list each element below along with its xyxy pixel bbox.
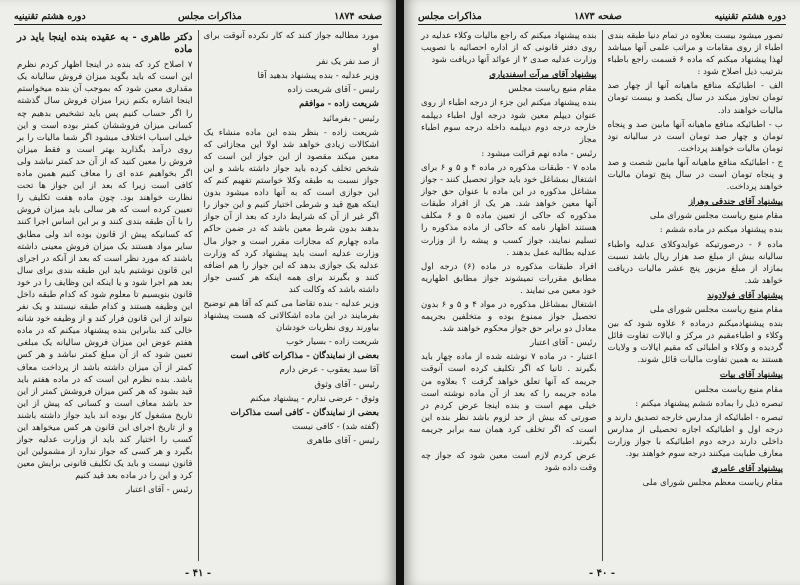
paragraph: رئیس - بفرمائید xyxy=(322,113,379,124)
paragraph: ۷ اصلاح کرد که بنده در اینجا اظهار کردم نظرم این است که باید بگوید میزان فروش سالیانه یک مقداری معین شود که بموجب آن بنده میخواستم اینجا اشاره بکنم زیرا میزان فروش سال گذشته را اگر حساب کنیم پس باید تشخیص بدهیم چه کسانی میزان فروششان کمتر بوده است و این خیلی اسباب اختلاف میشود اگر شما مالیات را بر روی درآمد بگذارید بهتر است و فقط میزان فروش را معین کنید که از آن حد کمتر نباشد ولی اگر بخواهیم عده ای را معاف کنیم همین ماده کافی است زیرا که بعد از این جواز ها تحت نظارت خواهند بود. چون ماده هفت تکلیف را تعیین کرده است که هر سالی باید میزان فروش را با آن طبقه بندی کنند و بر این اساس اجرا کنند که کسانیکه پیش از قانون بوده اند ولی مطابق سایر مواد هستند یک میزان فروش معینی داشته باشند که مورد نظر است که بعد از آنکه در اجرای این قانون نوشتیم باید این طبقه بندی برای سال بعد هم اجرا شود و یا اینکه این وظایف را در خود قانون بنویسیم تا معلوم شود که کدام طبقه داخل این وظیفه هستند و کدام طبقه نیستند و یک نفر نتواند از این قانون فرار کند و از وظیفه خود شانه خالی کند بنابراین بنده پیشنهاد میکنم که در ماده هفتم عوض این میزان فروش سالیانه یک مبلغی تعیین شود که از آن مبلغ کمتر نباشد و هر کس کمتر از آن میزان داشته باشد از پرداخت معاف باشد. بنده نظرم این است که در ماده هفتم باید قید بشود که هر کس میزان فروشش کمتر از این حد باشد معاف است و کسانی که پیش از این تاریخ مشغول کار بوده اند باید جواز داشته باشند و از تاریخ اجرای این قانون هر کس میخواهد این کسب را اختیار کند باید از وزارت عدلیه جواز بگیرد و هر کسی که جواز ندارد از مشمولین این قانون نیست و باید یک تکلیف قانونی برایش معین کرد و این را در ماده بعد قید کنیم xyxy=(17,60,193,482)
paragraph: مقام منیع ریاست مجلس شورای ملی xyxy=(649,211,783,222)
paragraph: ب - اطبائیکه منافع ماهیانه آنها مابین صد و پنجاه تومان و چهار صد تومان است در سالیانه نود تومان مالیات خواهند پرداخت. xyxy=(607,119,783,154)
paragraph: رئیس - آقای طاهری xyxy=(306,435,379,446)
paragraph: بعضی از نمایندگان - کافی است مذاکرات xyxy=(230,407,379,418)
left-page-column-left xyxy=(12,30,199,561)
paragraph: مقام منیع ریاست مجلس xyxy=(508,84,597,95)
paragraph: رئیس - ماده نهم قرائت میشود : xyxy=(481,148,597,159)
paragraph: رئیس - آقای وثوق xyxy=(314,379,379,390)
paragraph: شریعت زاده - موافقم xyxy=(299,99,379,110)
paragraph: مقام ریاست معظم مجلس شورای ملی xyxy=(642,478,783,489)
right-page-header xyxy=(418,8,786,25)
left-header-title: مذاکرات مجلس xyxy=(178,10,242,22)
paragraph: پیشنهاد آقای بیات xyxy=(719,370,783,381)
right-page xyxy=(404,0,800,585)
paragraph: اشتغال بمشاغل مذکوره در مواد ۴ و ۵ و ۶ بدون تحصیل جواز ممنوع بوده و متخلفین بجریمه معادل دو برابر حق جواز محکوم خواهند شد. xyxy=(421,299,597,335)
paragraph: ج - اطبائیکه منافع ماهیانه آنها مابین شصت و صد و پنجاه تومان است در سال پنج تومان مالیات خواهند پرداخت. xyxy=(607,157,783,193)
paragraph: افراد طبقات مذکوره در ماده (۶) درجه اول مطابق مقررات نمیشوند جواز مطابق اظهاریه خود معین می نمایند . xyxy=(421,261,597,296)
left-page-footer-number: - ۴۱ - xyxy=(184,568,212,579)
left-page-header xyxy=(14,8,382,25)
paragraph: وثوق - عرضی ندارم - پیشنهاد میکنم xyxy=(250,393,379,404)
paragraph: وزیر عدلیه - بنده تقاضا می کنم که آقا هم توضیح بفرمایند در این ماده اشکالاتی که هست پیشنهاد بیاورند روی نظریات خودشان xyxy=(203,298,379,334)
paragraph: رئیس - آقای شریعت زاده xyxy=(287,85,379,96)
paragraph: عرض کردم لازم است معین شود که جواز چه وقت داده شود xyxy=(421,451,597,474)
paragraph: بنده پیشنهادمیکنم درماده ۶ علاوه شود که بین وکلاء و اطباءمقیم در مرکز و ایالات تفاوت قائل گردیده و وکلاء و اطبائی که مقیم ایالات و ولایات هستند به همین تفاوت مالیات قائل شوند. xyxy=(607,319,783,366)
paragraph: پیشنهاد آقای فولادوند xyxy=(707,290,783,301)
paragraph: شریعت زاده - بنظر بنده این ماده منشاء یک اشکالات زیادی خواهد شد اولا این مجازاتی که معین میکند مقصود از این جواز این است که شخص تخلف کرده باید جواز داشته باشد و این جواز نسبت به طبقه وکلا خواستم تفهیم کنم که این جوازی است که به آنها داده میشود بدون اینکه هیچ قید و شرطی اختیار کنیم و این جواز را اگر غیر از آن که شرایط دارد که بعد از آن جواز بدهند بدون شرط معین باشد که در ضمن حاکم ماده چهارم که مجازات مقرر است و جواز مال وزارت عدلیه است باید پیشنهاد کرد که وزارت عدلیه یک جوازی بدهد که این جواز را هم اضافه کنند و بگیرند برای همه اینکه هر کسی جواز داشته باشد که وکالت کند xyxy=(203,127,379,295)
right-header-title: مذاکرات مجلس xyxy=(418,10,482,22)
left-page-columns xyxy=(12,30,384,561)
paragraph: پیشنهاد آقای جندقی وهراز xyxy=(688,197,783,208)
paragraph: مقام منیع ریاست مجلس xyxy=(694,384,783,395)
paragraph: بنده پیشنهاد میکنم که راجع مالیات وکلاء عدلیه در روی دفتر قانونی که از اداره احصائیه با تصویب وزارت عدلیه صدی ۲ از عوائد آنها دریافت شود xyxy=(421,31,597,66)
right-page-column-right xyxy=(603,30,789,561)
left-page-column-right xyxy=(199,30,385,561)
right-header-session: دوره هشتم تقنینیه xyxy=(714,10,786,22)
paragraph: آقا سید یعقوب - عرض دارم xyxy=(279,365,379,376)
paragraph: اعتبار - در ماده ۷ نوشته شده از ماده چهار باید بگیرند . ثانیا که اگر تکلیف کرده است آنوقت جریمه که آنها تعلق خواهد گرفت ؟ بعلاوه من ماده جریمه را که بعد از آن ماده نوشته است خیلی مهم است و بنده اینجا عرض کردم در صورتی که بیش از حد لزوم باشد نظر بنده این است که اگر تخلف کرد همان سه برابر جریمه بگیرند. xyxy=(421,352,597,447)
paragraph: الف - اطبائیکه منافع ماهیانه آنها از چهار صد تومان تجاوز میکند در سال یکصد و بیست تومان مالیات خواهند داد. xyxy=(607,81,783,116)
right-page-footer-number: - ۴۰ - xyxy=(588,568,616,579)
right-page-column-left xyxy=(416,30,603,561)
paragraph: رئیس - آقای اعتبار xyxy=(529,338,597,349)
paragraph: مقام منیع ریاست مجلس شورای ملی xyxy=(649,304,783,315)
paragraph: مورد مطالبه جواز کنند که کار نکرده آنوقت برای او xyxy=(203,31,379,54)
paragraph: وزیر عدلیه - بنده پیشنهاد بدهید آقا xyxy=(257,71,379,82)
paragraph: تبصره - اطبائیکه از مدارس خارجه تصدیق دارند و درجه اول و اطبائیکه اجازه تحصیلی از مدارس داخلی دارند درجه دوم اطبائیکه با جواز وزارت معارف طبابت میکنند درجه سوم خواهند بود. xyxy=(607,412,783,459)
left-header-session: دوره هشتم تقنینیه xyxy=(14,10,86,22)
paragraph: شریعت زاده - بسیار خوب xyxy=(286,337,379,348)
paragraph: بنده پیشنهاد میکنم در ماده ششم : xyxy=(659,225,783,236)
paragraph: تصور میشود بیست بعلاوه در تمام دنیا طبقه بندی اطباء از روی مقامات و مراتب علمی آنها میباشد لهذا پیشنهاد میکنم که ماده ۶ قسمت راجع باطباء بترتیب ذیل اصلاح شود : xyxy=(607,31,783,78)
paragraph: دکتر طاهری - به عقیده بنده اینجا باید در ماده xyxy=(17,32,193,56)
paragraph: پیشنهاد آقای مرآت اسفندیاری xyxy=(489,70,597,81)
book-gutter xyxy=(396,0,404,585)
left-page xyxy=(0,0,396,585)
paragraph: ماده ۶ - درصورتیکه عوایدوکلای عدلیه واطباء سالیانه بیش از مبلغ صد هزار ریال باشد نسبت بمازاد از مبلغ مزبور پنج عشر مالیات دریافت خواهد شد. xyxy=(607,239,783,286)
paragraph: ماده ۷ - طبقات مذکوره در ماده ۴ و ۵ و ۶ برای اشتغال بمشاغل خود باید جواز تحصیل کنند - جواز مشاغل مذکوره در این ماده با عنوان حق جواز آنها معین خواهد شد. هر یک از افراد طبقات مذکوره که حاکی از تعیین ماده ۵ و ۶ مکلف هستند اظهار نامه که حاکی از ماده مذکوره را تسلیم نمایند، جواز کسب و پیشه را از وزارت عدلیه بطالبه عمل بدهند . xyxy=(421,162,597,258)
right-page-columns xyxy=(416,30,788,561)
paragraph: تبصره ذیل را بماده ششم پیشنهاد میکنم : xyxy=(635,398,783,409)
left-header-page-number: صفحه ۱۸۷۴ xyxy=(334,10,382,22)
paragraph: از صد نفر یک نفر xyxy=(316,57,379,68)
paragraph: پیشنهاد آقای عامری xyxy=(711,464,783,475)
paragraph: (گفته شد) - کافی نیست xyxy=(292,421,379,432)
paragraph: بنده پیشنهاد میکنم این جزء از درجه اطباء از روی عنوان دیپلم معین شود درجه اول اطباء دیپلمه خارجه درجه دوم دیپلمه داخله درجه سوم اطباء مجاز xyxy=(421,98,597,145)
right-header-page-number: صفحه ۱۸۷۳ xyxy=(574,10,622,22)
paragraph: رئیس - آقای اعتبار xyxy=(125,485,193,496)
paragraph: بعضی از نمایندگان - مذاکرات کافی است xyxy=(230,351,379,362)
